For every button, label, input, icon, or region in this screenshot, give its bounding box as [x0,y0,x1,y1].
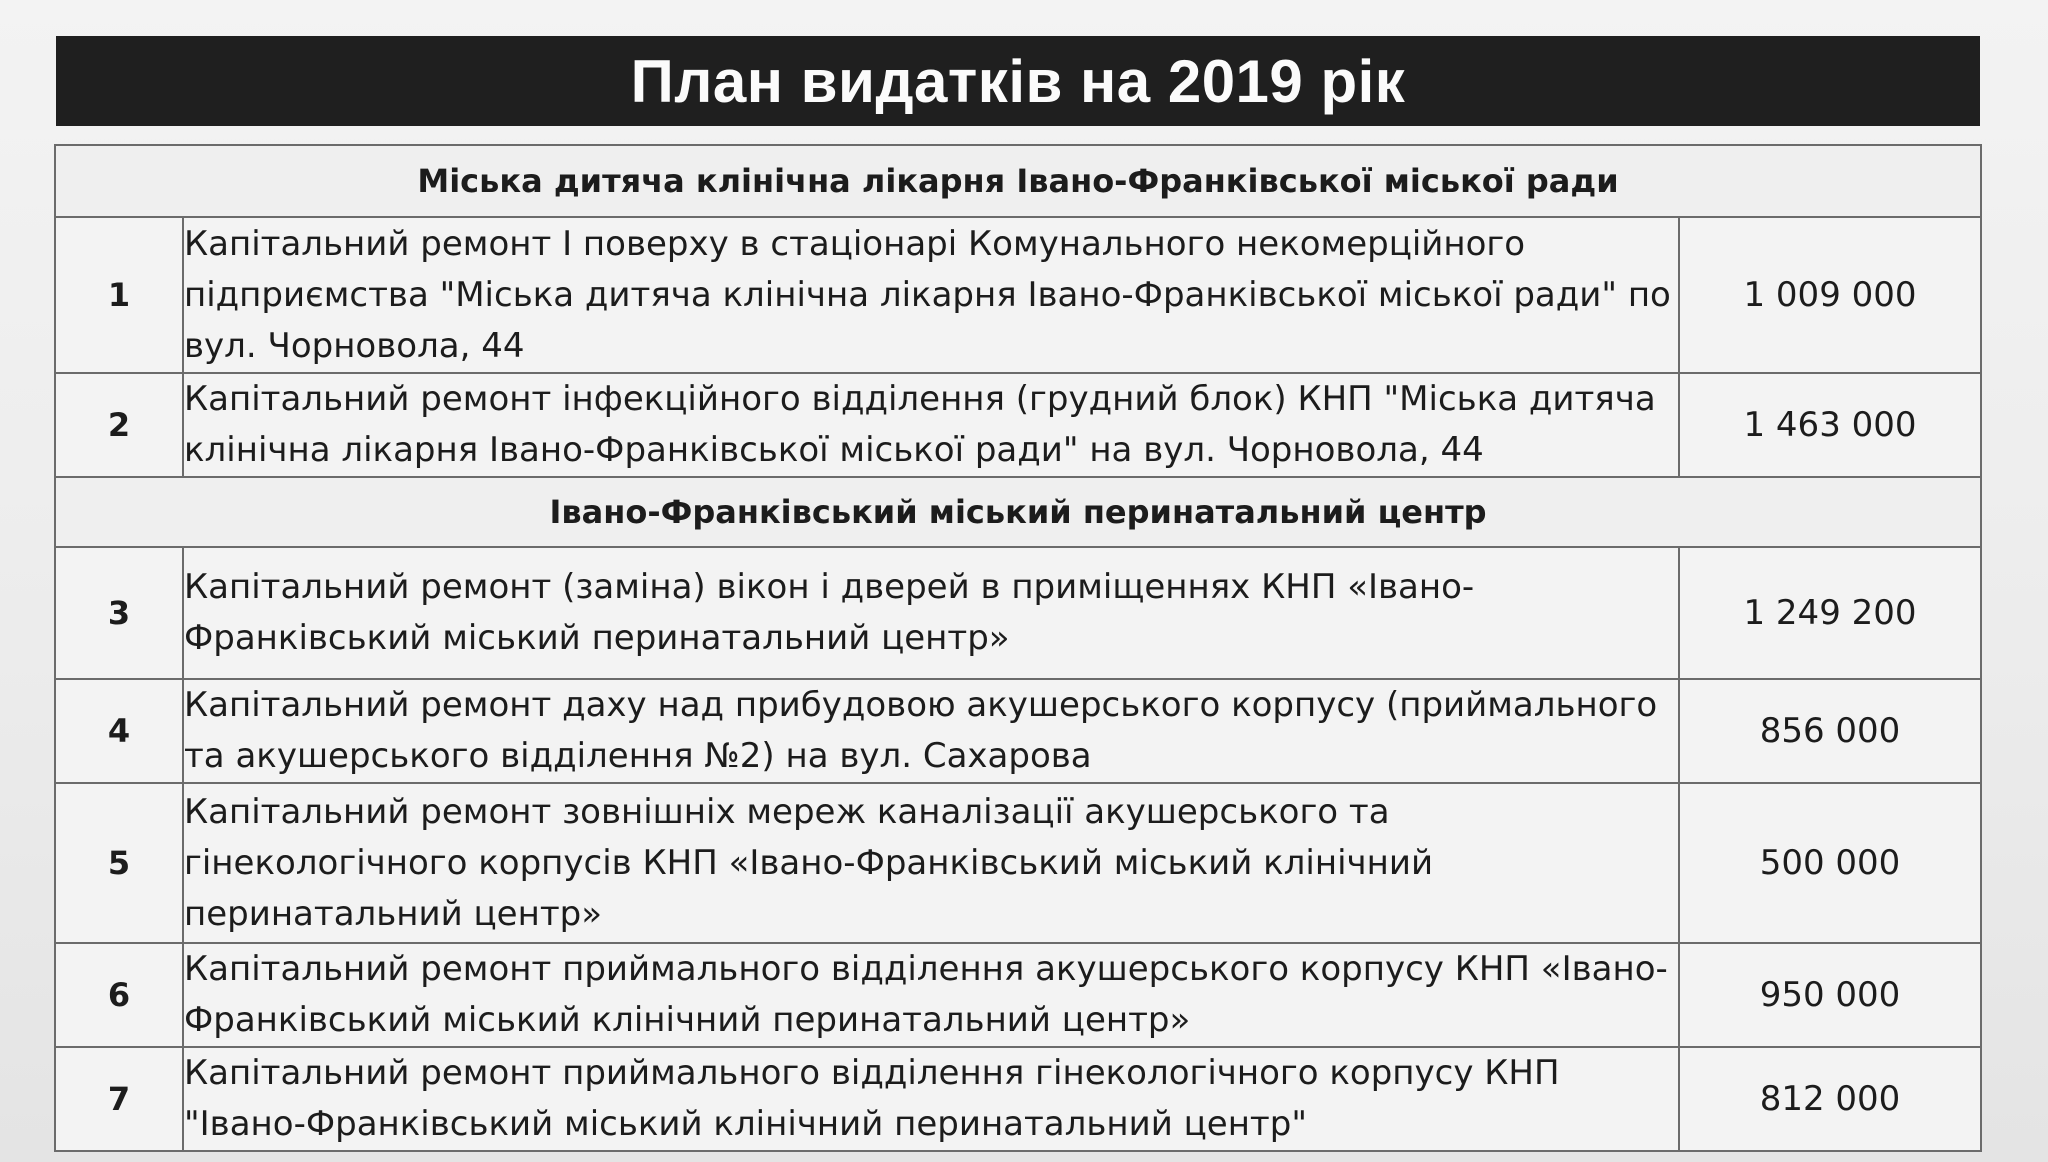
row-description: Капітальний ремонт зовнішніх мереж каналізації акушерського та гінекологічного корпусів КНП «Івано-Франківський міський клінічний перинатальний центр» [183,783,1679,943]
row-number: 4 [55,679,183,783]
row-number: 2 [55,373,183,477]
table-row [55,217,1981,373]
row-amount: 1 249 200 [1679,547,1981,679]
section-heading: Івано-Франківський міський перинатальний центр [55,477,1981,547]
row-number: 5 [55,783,183,943]
budget-table [54,144,1982,1152]
row-description: Капітальний ремонт даху над прибудовою акушерського корпусу (приймального та акушерського відділення №2) на вул. Сахарова [183,679,1679,783]
page-title: План видатків на 2019 рік [630,47,1406,115]
row-amount: 1 009 000 [1679,217,1981,373]
table-row [55,943,1981,1047]
row-number: 3 [55,547,183,679]
row-amount: 950 000 [1679,943,1981,1047]
table-row [55,373,1981,477]
row-amount: 500 000 [1679,783,1981,943]
table-row [55,547,1981,679]
section-header-row [55,477,1981,547]
row-description: Капітальний ремонт інфекційного відділення (грудний блок) КНП "Міська дитяча клінічна лікарня Івано-Франківської міської ради" на вул. Чорновола, 44 [183,373,1679,477]
row-number: 1 [55,217,183,373]
row-amount: 856 000 [1679,679,1981,783]
table-row [55,1047,1981,1151]
section-header-row [55,145,1981,217]
row-number: 7 [55,1047,183,1151]
row-number: 6 [55,943,183,1047]
title-bar [56,36,1980,126]
row-amount: 812 000 [1679,1047,1981,1151]
row-description: Капітальний ремонт приймального відділення акушерського корпусу КНП «Івано-Франківський міський клінічний перинатальний центр» [183,943,1679,1047]
table-row [55,679,1981,783]
row-description: Капітальний ремонт (заміна) вікон і дверей в приміщеннях КНП «Івано-Франківський міський перинатальний центр» [183,547,1679,679]
row-description: Капітальний ремонт І поверху в стаціонарі Комунального некомерційного підприємства "Міська дитяча клінічна лікарня Івано-Франківської міської ради" по вул. Чорновола, 44 [183,217,1679,373]
row-amount: 1 463 000 [1679,373,1981,477]
table-row [55,783,1981,943]
row-description: Капітальний ремонт приймального відділення гінекологічного корпусу КНП "Івано-Франківський міський клінічний перинатальний центр" [183,1047,1679,1151]
section-heading: Міська дитяча клінічна лікарня Івано-Франківської міської ради [55,145,1981,217]
